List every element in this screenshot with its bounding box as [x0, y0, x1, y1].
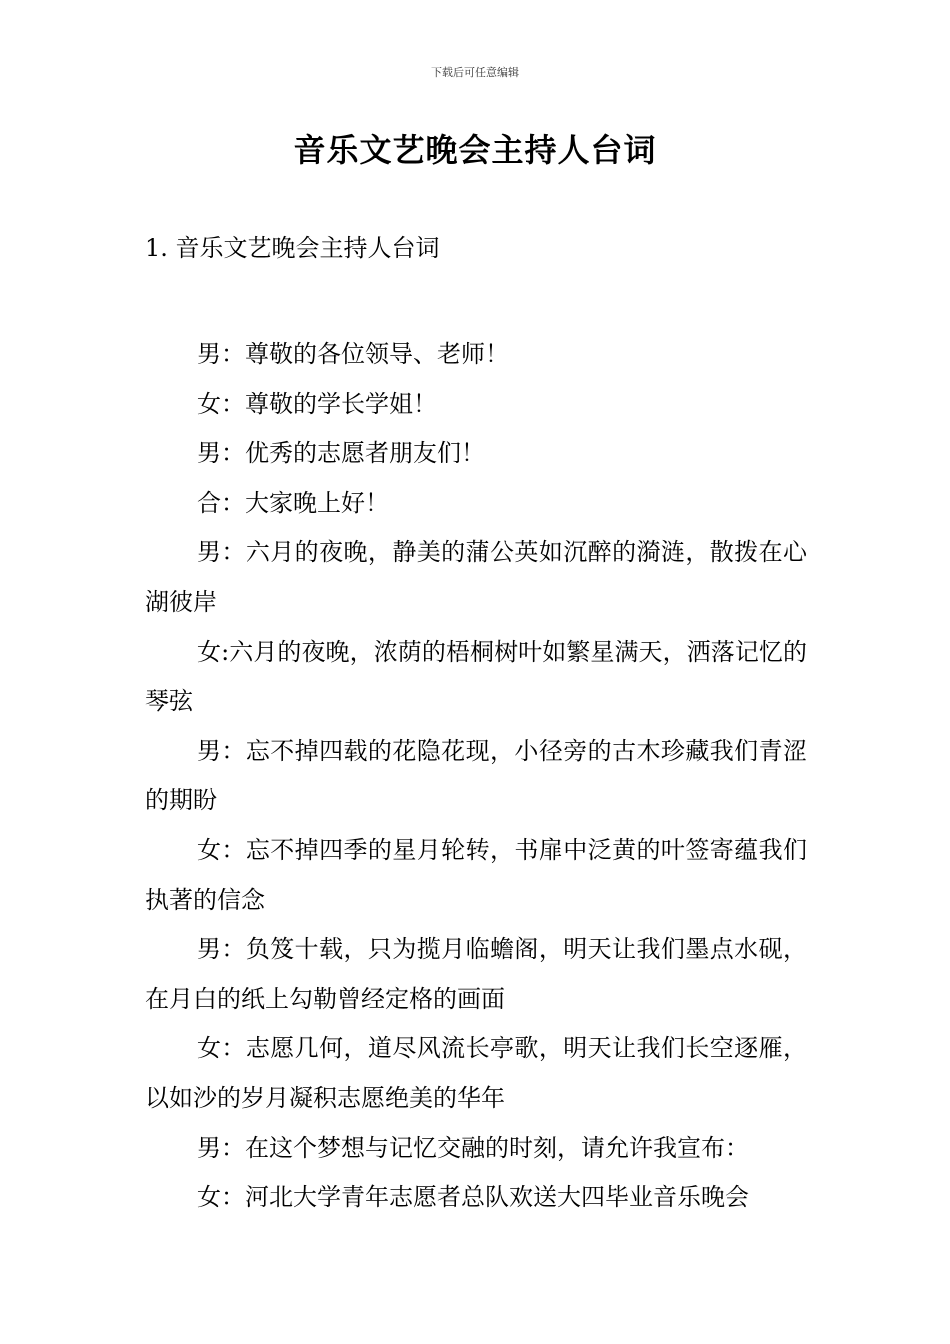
- dialogue-line: 男：忘不掉四载的花隐花现，小径旁的古木珍藏我们青涩的期盼: [145, 736, 807, 815]
- section-heading: 1. 音乐文艺晚会主持人台词: [145, 234, 440, 262]
- header-note: 下载后可任意编辑: [431, 66, 519, 79]
- document-body: [145, 330, 807, 1223]
- dialogue-line: 女：忘不掉四季的星月轮转，书扉中泛黄的叶签寄蕴我们执著的信念: [145, 835, 807, 914]
- dialogue-line: 男：尊敬的各位领导、老师！: [197, 340, 509, 368]
- document-title: 音乐文艺晚会主持人台词: [293, 131, 657, 169]
- dialogue-line: 女：志愿几何，道尽风流长亭歌，明天让我们长空逐雁，以如沙的岁月凝积志愿绝美的华年: [145, 1034, 807, 1112]
- dialogue-line: 合：大家晚上好！: [197, 488, 389, 517]
- dialogue-line: 女：尊敬的学长学姐！: [197, 389, 437, 418]
- dialogue-line: 女:六月的夜晚，浓荫的梧桐树叶如繁星满天，洒落记忆的琴弦: [145, 637, 807, 716]
- dialogue-line: 女：河北大学青年志愿者总队欢送大四毕业音乐晚会: [197, 1183, 749, 1212]
- dialogue-line: 男：六月的夜晚，静美的蒲公英如沉醉的漪涟，散拨在心湖彼岸: [145, 538, 807, 616]
- dialogue-line: 男：在这个梦想与记忆交融的时刻，请允许我宣布：: [197, 1133, 749, 1162]
- dialogue-line: 男：优秀的志愿者朋友们！: [197, 439, 485, 468]
- dialogue-line: 男：负笈十载，只为揽月临蟾阁，明天让我们墨点水砚，在月白的纸上勾勒曾经定格的画面: [145, 935, 807, 1013]
